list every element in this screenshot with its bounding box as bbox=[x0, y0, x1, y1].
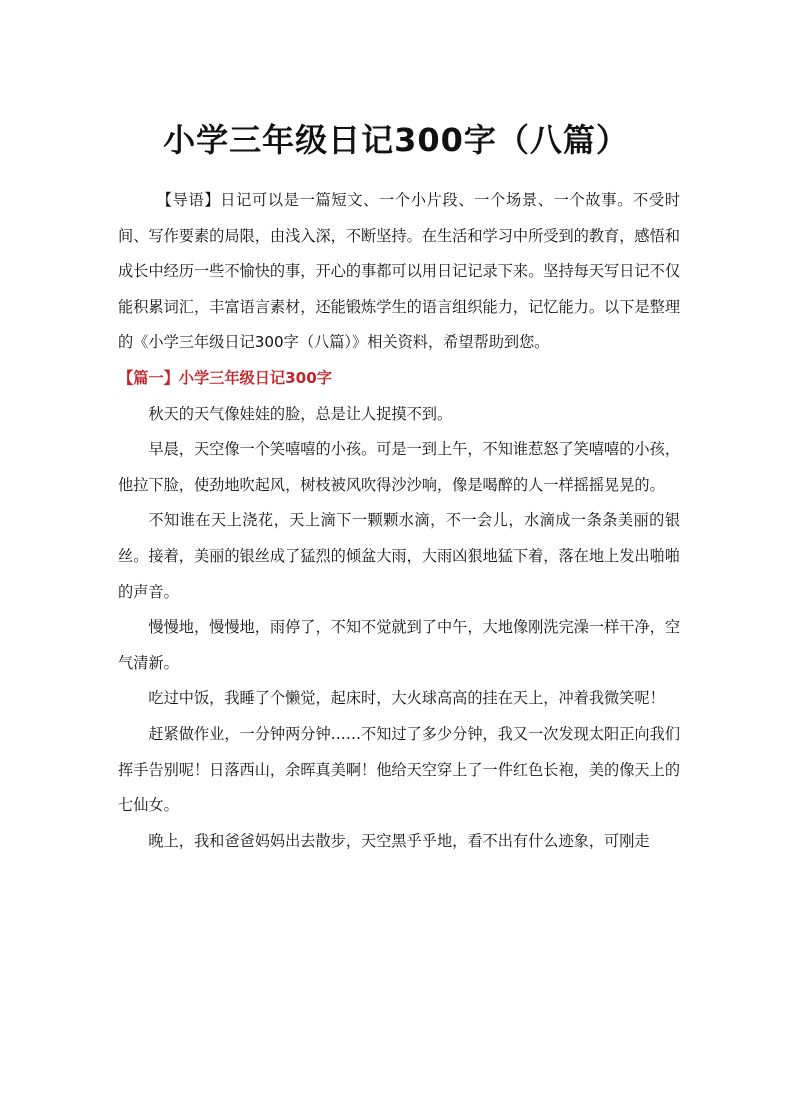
body-paragraph: 赶紧做作业，一分钟两分钟……不知过了多少分钟，我又一次发现太阳正向我们挥手告别呢！日落西山，余晖真美啊！他给天空穿上了一件红色长袍，美的像天上的七仙女。 bbox=[118, 724, 680, 815]
body-paragraph: 慢慢地，慢慢地，雨停了，不知不觉就到了中午，大地像刚洗完澡一样干净，空气清新。 bbox=[118, 618, 680, 672]
section-heading: 【篇一】小学三年级日记300字 bbox=[118, 368, 332, 387]
body-paragraph: 秋天的天气像娃娃的脸，总是让人捉摸不到。 bbox=[148, 404, 453, 423]
body-paragraph: 吃过中饭，我睡了个懒觉，起床时，大火球高高的挂在天上，冲着我微笑呢！ bbox=[148, 689, 665, 708]
document-body bbox=[118, 183, 680, 859]
body-paragraph: 不知谁在天上浇花，天上滴下一颗颗水滴，不一会儿，水滴成一条条美丽的银丝。接着，美丽的银丝成了猛烈的倾盆大雨，大雨凶狠地猛下着，落在地上发出啪啪的声音。 bbox=[118, 511, 680, 601]
intro-paragraph: 【导语】日记可以是一篇短文、一个小片段、一个场景、一个故事。不受时间、写作要素的局限，由浅入深，不断坚持。在生活和学习中所受到的教育，感悟和成长中经历一些不愉快的事，开心的事都可以用日记记录下来。坚持每天写日记不仅能积累词汇，丰富语言素材，还能锻炼学生的语言组织能力，记忆能力。以下是整理的《小学三年级日记300字（八篇）》相关资料，希望帮助到您。 bbox=[118, 191, 680, 352]
body-paragraph: 早晨，天空像一个笑嘻嘻的小孩。可是一到上午，不知谁惹怒了笑嘻嘻的小孩，他拉下脸，使劲地吹起风，树枝被风吹得沙沙响，像是喝醉的人一样摇摇晃晃的。 bbox=[118, 440, 680, 494]
body-paragraph: 晚上，我和爸爸妈妈出去散步，天空黑乎乎地，看不出有什么迹象，可刚走 bbox=[148, 831, 650, 850]
document-title: 小学三年级日记300字（八篇） bbox=[163, 121, 629, 159]
